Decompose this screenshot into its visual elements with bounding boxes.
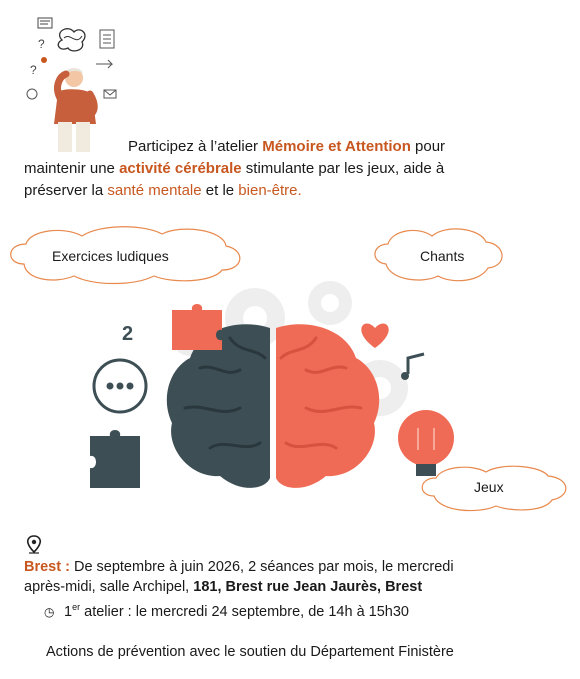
location-details (24, 557, 564, 622)
location-pin-icon (26, 535, 42, 555)
cloud-exercises-label: Exercices ludiques (52, 248, 169, 264)
first-session-text: atelier : le mercredi 24 septembre, de 14h à 15h30 (80, 603, 409, 620)
cloud-songs-label: Chants (420, 248, 465, 264)
intro-text: et le (201, 182, 239, 199)
first-session-number: 1 (64, 603, 73, 620)
intro-text: préserver la (24, 182, 108, 199)
brain-illustration (80, 278, 460, 498)
city-label: Brest : (24, 559, 70, 575)
cloud-games-label: Jeux (474, 479, 504, 495)
intro-text: Participez à l’atelier (128, 138, 263, 155)
highlight-mental-health: santé mentale (107, 182, 202, 199)
intro-text: stimulante par les jeux, aide à (241, 160, 445, 177)
intro-text: pour (410, 138, 446, 155)
clock-icon: ◷ (44, 604, 55, 619)
intro-text: maintenir une (24, 160, 120, 177)
highlight-wellbeing: bien-être. (238, 182, 302, 199)
svg-text:?: ? (38, 37, 45, 51)
highlight-activity: activité cérébrale (119, 160, 242, 177)
thinking-man-illustration (24, 12, 124, 154)
brain-number: 2 (122, 323, 134, 345)
workshop-name: Mémoire et Attention (262, 138, 411, 155)
address: 181, Brest rue Jean Jaurès, Brest (193, 579, 423, 595)
first-session-sup: er (72, 602, 81, 612)
intro-paragraph (24, 136, 524, 202)
schedule-text: après-midi, salle Archipel, (24, 579, 194, 595)
footer-support: Actions de prévention avec le soutien du Département Finistère (46, 644, 454, 660)
svg-text:?: ? (30, 63, 37, 77)
schedule-text: De septembre à juin 2026, 2 séances par mois, le mercredi (69, 559, 454, 575)
